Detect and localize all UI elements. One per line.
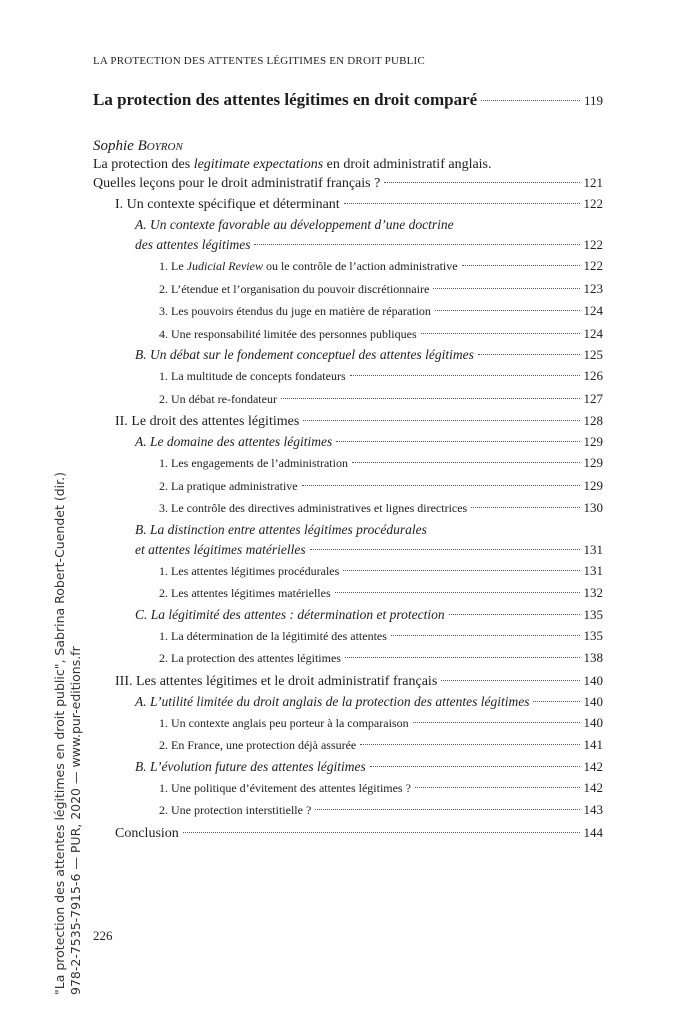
toc-entry-subsection: 1. Un contexte anglais peu porteur à la comparaison 140 bbox=[159, 712, 603, 735]
dot-leader bbox=[254, 244, 579, 245]
page-number: 126 bbox=[583, 368, 603, 383]
toc-entry-subsection: 2. La pratique administrative 129 bbox=[159, 475, 603, 498]
dot-leader bbox=[343, 570, 579, 571]
dot-leader bbox=[413, 722, 580, 723]
page-number: 123 bbox=[583, 280, 603, 296]
page-number: 128 bbox=[583, 413, 603, 428]
toc-entry-part: I. Un contexte spécifique et déterminant 122 bbox=[115, 193, 603, 215]
toc-entry-subsection: 1. La détermination de la légitimité des attentes 135 bbox=[159, 625, 603, 648]
dot-leader bbox=[183, 832, 580, 833]
page-number: 130 bbox=[583, 500, 603, 515]
page-number: 129 bbox=[583, 455, 603, 470]
toc-entry-conclusion: Conclusion 144 bbox=[115, 822, 603, 844]
side-note-line-1: "La protection des attentes légitimes en droit public", Sabrina Robert-Cuendet (dir.) bbox=[52, 472, 67, 995]
page-number: 140 bbox=[583, 714, 603, 730]
page-number: 135 bbox=[583, 627, 603, 643]
page-number: 131 bbox=[583, 562, 603, 578]
dot-leader bbox=[384, 182, 579, 183]
dot-leader bbox=[352, 462, 580, 463]
toc-entry-subsection: 1. Les engagements de l’administration 129 bbox=[159, 452, 603, 475]
page-number: 140 bbox=[583, 672, 603, 688]
dot-leader bbox=[533, 701, 579, 702]
toc-entry-section-line-1: B. La distinction entre attentes légitimes procédurales bbox=[135, 521, 427, 537]
toc-entry-section: C. La légitimité des attentes : détermination et protection 135 bbox=[135, 605, 603, 625]
page-number: 135 bbox=[583, 606, 603, 622]
dot-leader bbox=[350, 375, 580, 376]
page-number: 127 bbox=[583, 390, 603, 406]
page-number: 144 bbox=[583, 824, 603, 840]
toc-entry-subsection: 2. En France, une protection déjà assurée 141 bbox=[159, 734, 603, 757]
page-number: 125 bbox=[583, 347, 603, 362]
page-number: 129 bbox=[583, 477, 603, 493]
page-number: 119 bbox=[583, 93, 603, 108]
toc-entry-section: B. L’évolution future des attentes légitimes 142 bbox=[135, 757, 603, 777]
toc-entry-subsection: 2. L’étendue et l’organisation du pouvoir discrétionnaire 123 bbox=[159, 278, 603, 301]
author-first-name: Sophie bbox=[93, 138, 138, 154]
toc-entry-part: II. Le droit des attentes légitimes 128 bbox=[115, 410, 603, 432]
side-copyright-note bbox=[52, 472, 84, 995]
dot-leader bbox=[302, 485, 580, 486]
dot-leader bbox=[344, 203, 580, 204]
dot-leader bbox=[370, 766, 580, 767]
page-number: 142 bbox=[583, 758, 603, 774]
dot-leader bbox=[360, 744, 579, 745]
toc-entry-subsection: 2. La protection des attentes légitimes 138 bbox=[159, 647, 603, 670]
page-number: 141 bbox=[583, 737, 603, 752]
page-number: 142 bbox=[583, 779, 603, 795]
dot-leader bbox=[478, 354, 580, 355]
toc-entry-subsection: 2. Les attentes légitimes matérielles 132 bbox=[159, 582, 603, 605]
dot-leader bbox=[421, 333, 580, 334]
toc-entry-subsection: 4. Une responsabilité limitée des personnes publiques 124 bbox=[159, 323, 603, 346]
dot-leader bbox=[433, 288, 579, 289]
toc-entry-section: A. L’utilité limitée du droit anglais de la protection des attentes légitimes 140 bbox=[135, 692, 603, 712]
dot-leader bbox=[481, 100, 580, 101]
toc-main-entry bbox=[93, 90, 603, 110]
dot-leader bbox=[435, 310, 580, 311]
page-number: 122 bbox=[583, 237, 603, 252]
toc-entry-part: III. Les attentes légitimes et le droit administratif français 140 bbox=[115, 670, 603, 692]
running-head: LA PROTECTION DES ATTENTES LÉGITIMES EN DROIT PUBLIC bbox=[93, 55, 425, 67]
toc-entry-subsection: 2. Un débat re-fondateur 127 bbox=[159, 388, 603, 411]
page-number: 143 bbox=[583, 802, 603, 817]
toc-entry-subsection: 3. Le contrôle des directives administratives et lignes directrices 130 bbox=[159, 497, 603, 520]
author-last-name: Boyron bbox=[137, 138, 183, 154]
page-number: 138 bbox=[583, 650, 603, 665]
dot-leader bbox=[441, 680, 579, 681]
page-number: 124 bbox=[583, 325, 603, 341]
page-number: 122 bbox=[583, 258, 603, 273]
toc-entry-subsection: 1. Le Judicial Review ou le contrôle de l’action administrative 122 bbox=[159, 255, 603, 278]
dot-leader bbox=[462, 265, 580, 266]
toc-article-entry bbox=[93, 174, 603, 193]
toc-entry-subsection: 2. Une protection interstitielle ? 143 bbox=[159, 799, 603, 822]
page-number: 132 bbox=[583, 585, 603, 600]
toc-entry-subsection: 1. Les attentes légitimes procédurales 131 bbox=[159, 560, 603, 583]
dot-leader bbox=[335, 592, 580, 593]
article-title-emphasis: legitimate expectations bbox=[193, 157, 324, 172]
side-note-line-2: 978-2-7535-7915-6 — PUR, 2020 — www.pur-editions.fr bbox=[68, 646, 83, 995]
author-name bbox=[93, 136, 603, 156]
page-number: 129 bbox=[583, 434, 603, 449]
table-of-contents bbox=[93, 90, 603, 844]
dot-leader bbox=[281, 398, 580, 399]
toc-entry-section-line-1: A. Un contexte favorable au développement d’une doctrine bbox=[135, 217, 454, 232]
dot-leader bbox=[310, 549, 580, 550]
dot-leader bbox=[345, 657, 580, 658]
toc-entry-section: A. Le domaine des attentes légitimes 129 bbox=[135, 432, 603, 452]
dot-leader bbox=[415, 787, 580, 788]
toc-entry-section: et attentes légitimes matérielles 131 bbox=[135, 540, 603, 560]
dot-leader bbox=[471, 507, 579, 508]
toc-entry-subsection: 1. La multitude de concepts fondateurs 126 bbox=[159, 365, 603, 388]
dot-leader bbox=[303, 420, 579, 421]
article-title-line-2: Quelles leçons pour le droit administratif français ? bbox=[93, 176, 381, 191]
dot-leader bbox=[315, 809, 579, 810]
page-number: 121 bbox=[583, 175, 603, 190]
page-number: 140 bbox=[583, 693, 603, 709]
page-number: 124 bbox=[583, 303, 603, 318]
dot-leader bbox=[336, 441, 579, 442]
toc-main-title: La protection des attentes légitimes en droit comparé bbox=[93, 90, 478, 109]
page-number: 131 bbox=[583, 541, 603, 557]
toc-entry-subsection: 1. Une politique d’évitement des attentes légitimes ? 142 bbox=[159, 777, 603, 800]
toc-entry-section: B. Un débat sur le fondement conceptuel des attentes légitimes 125 bbox=[135, 345, 603, 365]
dot-leader bbox=[449, 614, 580, 615]
folio-page-number: 226 bbox=[93, 928, 113, 943]
toc-entry-section: des attentes légitimes 122 bbox=[135, 235, 603, 255]
page-number: 122 bbox=[583, 196, 603, 211]
dot-leader bbox=[391, 635, 580, 636]
article-title-line-1: La protection des legitimate expectations en droit administratif anglais. bbox=[93, 157, 492, 172]
toc-entry-subsection: 3. Les pouvoirs étendus du juge en matière de réparation 124 bbox=[159, 300, 603, 323]
